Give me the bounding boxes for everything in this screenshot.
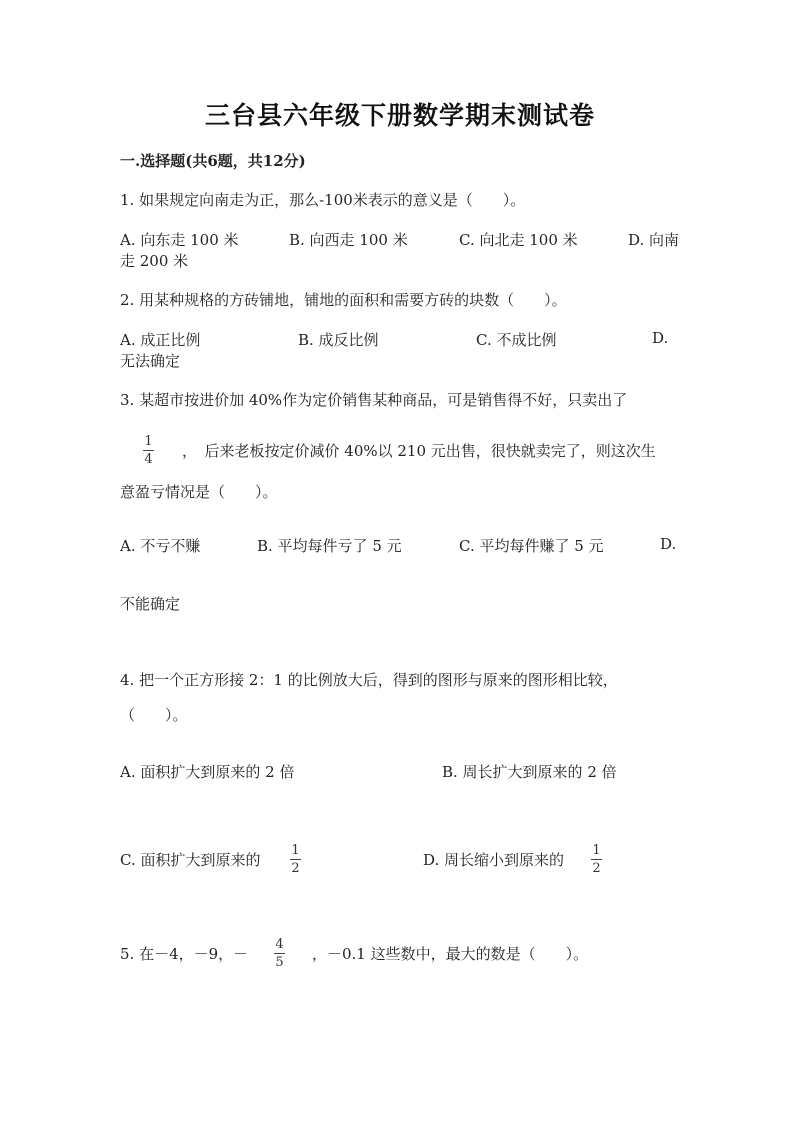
question-1-stem: 1. 如果规定向南走为正，那么-100米表示的意义是（ ）。 (120, 191, 526, 209)
fraction-numerator: 1 (592, 843, 601, 858)
question-4-option-d-fraction (591, 843, 602, 876)
question-3-option-a: A. 不亏不赚 (120, 537, 201, 555)
question-4-option-d: D. 周长缩小到原来的 (423, 851, 565, 869)
question-4-stem-line-2: （ ）。 (120, 706, 188, 724)
fraction-denominator: 5 (275, 955, 284, 970)
page-title: 三台县六年级下册数学期末测试卷 (204, 101, 595, 130)
question-1-option-d: D. 向南 (628, 231, 680, 249)
question-3-stem-line-2: ， 后来老板按定价减价 40%以 210 元出售，很快就卖完了，则这次生 (182, 442, 656, 460)
question-2-option-d: D. (652, 329, 669, 347)
question-3-option-c: C. 平均每件赚了 5 元 (459, 537, 604, 555)
fraction-numerator: 4 (275, 937, 284, 952)
question-3-fraction (143, 434, 154, 467)
question-5-stem-part-1: 5. 在－4，－9，－ (120, 945, 249, 963)
question-3-stem-line-1: 3. 某超市按进价加 40%作为定价销售某种商品，可是销售得不好，只卖出了 (120, 391, 628, 409)
question-1-option-a: A. 向东走 100 米 (120, 231, 239, 249)
question-1-option-c: C. 向北走 100 米 (459, 231, 578, 249)
question-1-option-b: B. 向西走 100 米 (289, 231, 408, 249)
fraction-denominator: 2 (291, 861, 300, 876)
fraction-denominator: 4 (144, 452, 153, 467)
fraction-bar (290, 859, 301, 860)
question-4-option-c-fraction (290, 843, 301, 876)
question-2-stem: 2. 用某种规格的方砖铺地，铺地的面积和需要方砖的块数（ ）。 (120, 291, 567, 309)
question-2-option-d-continued: 无法确定 (120, 352, 181, 370)
fraction-bar (274, 953, 285, 954)
fraction-denominator: 2 (592, 861, 601, 876)
question-3-option-d-continued: 不能确定 (120, 595, 181, 613)
fraction-numerator: 1 (144, 434, 153, 449)
question-2-option-b: B. 成反比例 (298, 331, 379, 349)
question-2-option-a: A. 成正比例 (120, 331, 201, 349)
question-4-option-b: B. 周长扩大到原来的 2 倍 (442, 763, 617, 781)
question-3-stem-line-3: 意盈亏情况是（ ）。 (120, 483, 278, 501)
question-4-option-a: A. 面积扩大到原来的 2 倍 (120, 763, 295, 781)
question-2-option-c: C. 不成比例 (476, 331, 557, 349)
question-5-fraction (274, 937, 285, 970)
question-4-stem-line-1: 4. 把一个正方形接 2：1 的比例放大后，得到的图形与原来的图形相比较， (120, 671, 618, 689)
section-heading: 一.选择题(共6题，共12分) (120, 152, 306, 170)
fraction-bar (591, 859, 602, 860)
question-1-option-d-continued: 走 200 米 (120, 252, 189, 270)
question-3-option-d: D. (660, 535, 677, 553)
question-5-stem-part-2: ，－0.1 这些数中，最大的数是（ ）。 (312, 945, 589, 963)
fraction-numerator: 1 (291, 843, 300, 858)
question-4-option-c: C. 面积扩大到原来的 (120, 851, 261, 869)
question-3-option-b: B. 平均每件亏了 5 元 (257, 537, 402, 555)
fraction-bar (143, 450, 154, 451)
